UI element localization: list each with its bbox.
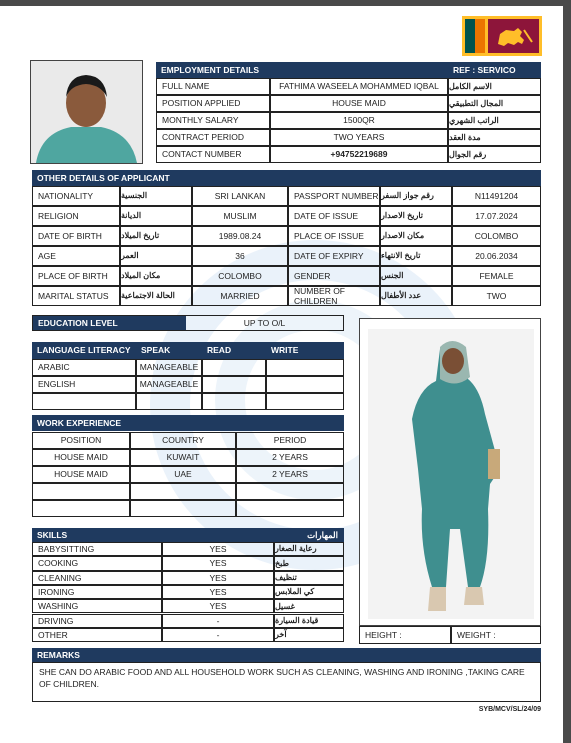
skills-header-label: SKILLS xyxy=(37,530,68,540)
applicant-label-arabic: العمر xyxy=(120,246,192,266)
applicant-label-arabic: مكان الاصدار xyxy=(380,226,452,246)
work-cell: HOUSE MAID xyxy=(32,466,130,483)
ref-label: REF : SERVICO xyxy=(448,62,541,78)
employment-value: FATHIMA WASEELA MOHAMMED IQBAL xyxy=(270,78,448,95)
applicant-label-arabic: تاريخ الانتهاء xyxy=(380,246,452,266)
employment-label-arabic: المجال التطبيقي xyxy=(448,95,541,112)
applicant-value: MUSLIM xyxy=(192,206,288,226)
skill-name: COOKING xyxy=(32,556,162,570)
applicant-value: MARRIED xyxy=(192,286,288,306)
applicant-label-arabic: الديانة xyxy=(120,206,192,226)
applicant-label: NATIONALITY xyxy=(32,186,120,206)
work-cell xyxy=(130,483,236,500)
employment-label-arabic: مدة العقد xyxy=(448,129,541,146)
skill-name: BABYSITTING xyxy=(32,542,162,556)
work-cell: KUWAIT xyxy=(130,449,236,466)
language-cell xyxy=(202,376,266,393)
applicant-label-arabic: تاريخ الاصدار xyxy=(380,206,452,226)
language-cell xyxy=(32,393,136,410)
skill-name-arabic: آخر xyxy=(274,628,344,642)
work-cell xyxy=(236,483,344,500)
applicant-value: TWO xyxy=(452,286,541,306)
skill-value: YES xyxy=(162,585,274,599)
employment-details-header: EMPLOYMENT DETAILS xyxy=(156,62,448,78)
skills-header xyxy=(32,528,344,542)
height-field: HEIGHT : xyxy=(359,626,451,644)
applicant-value: FEMALE xyxy=(452,266,541,286)
language-cell: MANAGEABLE xyxy=(136,376,202,393)
language-cell xyxy=(202,359,266,376)
applicant-label-arabic: الجنسية xyxy=(120,186,192,206)
other-details-header: OTHER DETAILS OF APPLICANT xyxy=(32,170,541,186)
applicant-label: GENDER xyxy=(288,266,380,286)
applicant-value: 36 xyxy=(192,246,288,266)
skill-name-arabic: تنظيف xyxy=(274,571,344,585)
applicant-label: AGE xyxy=(32,246,120,266)
applicant-label-arabic: مكان الميلاد xyxy=(120,266,192,286)
applicant-label-arabic: عدد الأطفال xyxy=(380,286,452,306)
employment-label: FULL NAME xyxy=(156,78,270,95)
education-label: EDUCATION LEVEL xyxy=(33,316,186,330)
applicant-label: NUMBER OF CHILDREN xyxy=(288,286,380,306)
applicant-value: 17.07.2024 xyxy=(452,206,541,226)
work-column-header: COUNTRY xyxy=(130,432,236,449)
skill-value: - xyxy=(162,628,274,642)
work-column-header: PERIOD xyxy=(236,432,344,449)
sri-lanka-flag-icon xyxy=(462,16,542,56)
applicant-label: PLACE OF BIRTH xyxy=(32,266,120,286)
education-row xyxy=(32,315,344,331)
language-cell: MANAGEABLE xyxy=(136,359,202,376)
applicant-value: COLOMBO xyxy=(452,226,541,246)
skills-header-arabic: المهارات xyxy=(307,530,338,540)
skill-name: CLEANING xyxy=(32,571,162,585)
work-cell xyxy=(32,483,130,500)
language-cell: ENGLISH xyxy=(32,376,136,393)
language-cell xyxy=(266,376,344,393)
applicant-label-arabic: رقم جواز السفر xyxy=(380,186,452,206)
applicant-label: RELIGION xyxy=(32,206,120,226)
work-cell: UAE xyxy=(130,466,236,483)
applicant-label: DATE OF EXPIRY xyxy=(288,246,380,266)
applicant-value: COLOMBO xyxy=(192,266,288,286)
skill-name: IRONING xyxy=(32,585,162,599)
language-cell: ARABIC xyxy=(32,359,136,376)
skill-value: - xyxy=(162,614,274,628)
language-column-header: LANGUAGE LITERACY xyxy=(32,342,136,359)
applicant-value: 20.06.2034 xyxy=(452,246,541,266)
employment-label-arabic: رقم الجوال xyxy=(448,146,541,163)
skill-name: DRIVING xyxy=(32,614,162,628)
work-experience-header: WORK EXPERIENCE xyxy=(32,415,344,431)
employment-value: 1500QR xyxy=(270,112,448,129)
applicant-label: MARITAL STATUS xyxy=(32,286,120,306)
applicant-value: 1989.08.24 xyxy=(192,226,288,246)
skill-value: YES xyxy=(162,542,274,556)
work-cell xyxy=(130,500,236,517)
applicant-value: N11491204 xyxy=(452,186,541,206)
applicant-label: DATE OF BIRTH xyxy=(32,226,120,246)
language-column-header: SPEAK xyxy=(136,342,202,359)
employment-value: TWO YEARS xyxy=(270,129,448,146)
applicant-label: PLACE OF ISSUE xyxy=(288,226,380,246)
reference-code: SYB/MCV/SL/24/09 xyxy=(478,706,541,713)
education-value: UP TO O/L xyxy=(243,318,286,328)
employment-label-arabic: الاسم الكامل xyxy=(448,78,541,95)
skill-name-arabic: كي الملابس xyxy=(274,585,344,599)
work-cell: 2 YEARS xyxy=(236,449,344,466)
window-top-edge xyxy=(0,0,571,6)
applicant-label: DATE OF ISSUE xyxy=(288,206,380,226)
work-column-header: POSITION xyxy=(32,432,130,449)
work-cell xyxy=(236,500,344,517)
weight-field: WEIGHT : xyxy=(451,626,541,644)
language-cell xyxy=(136,393,202,410)
window-right-edge xyxy=(563,0,571,743)
work-cell: HOUSE MAID xyxy=(32,449,130,466)
profile-photo xyxy=(30,60,143,164)
full-body-photo xyxy=(359,318,541,626)
work-cell: 2 YEARS xyxy=(236,466,344,483)
skill-name: WASHING xyxy=(32,599,162,613)
skill-value: YES xyxy=(162,599,274,613)
skill-value: YES xyxy=(162,571,274,585)
employment-label: CONTRACT PERIOD xyxy=(156,129,270,146)
employment-label: CONTACT NUMBER xyxy=(156,146,270,163)
employment-value: +94752219689 xyxy=(270,146,448,163)
work-cell xyxy=(32,500,130,517)
skill-value: YES xyxy=(162,556,274,570)
skill-name: OTHER xyxy=(32,628,162,642)
language-cell xyxy=(266,393,344,410)
applicant-label-arabic: الجنس xyxy=(380,266,452,286)
remarks-header: REMARKS xyxy=(32,648,541,662)
employment-label: MONTHLY SALARY xyxy=(156,112,270,129)
employment-label-arabic: الراتب الشهري xyxy=(448,112,541,129)
skill-name-arabic: رعاية الصغار xyxy=(274,542,344,556)
applicant-label: PASSPORT NUMBER xyxy=(288,186,380,206)
skill-name-arabic: قيادة السيارة xyxy=(274,614,344,628)
applicant-label-arabic: تاريخ الميلاد xyxy=(120,226,192,246)
applicant-value: SRI LANKAN xyxy=(192,186,288,206)
skill-name-arabic: غسيل xyxy=(274,599,344,613)
language-cell xyxy=(266,359,344,376)
language-column-header: READ xyxy=(202,342,266,359)
applicant-label-arabic: الحالة الاجتماعية xyxy=(120,286,192,306)
language-column-header: WRITE xyxy=(266,342,344,359)
skill-name-arabic: طبخ xyxy=(274,556,344,570)
employment-value: HOUSE MAID xyxy=(270,95,448,112)
employment-label: POSITION APPLIED xyxy=(156,95,270,112)
language-cell xyxy=(202,393,266,410)
remarks-text: SHE CAN DO ARABIC FOOD AND ALL HOUSEHOLD WORK SUCH AS CLEANING, WASHING AND IRONING ,TAKING CARE OF CHILDREN. xyxy=(32,662,541,702)
